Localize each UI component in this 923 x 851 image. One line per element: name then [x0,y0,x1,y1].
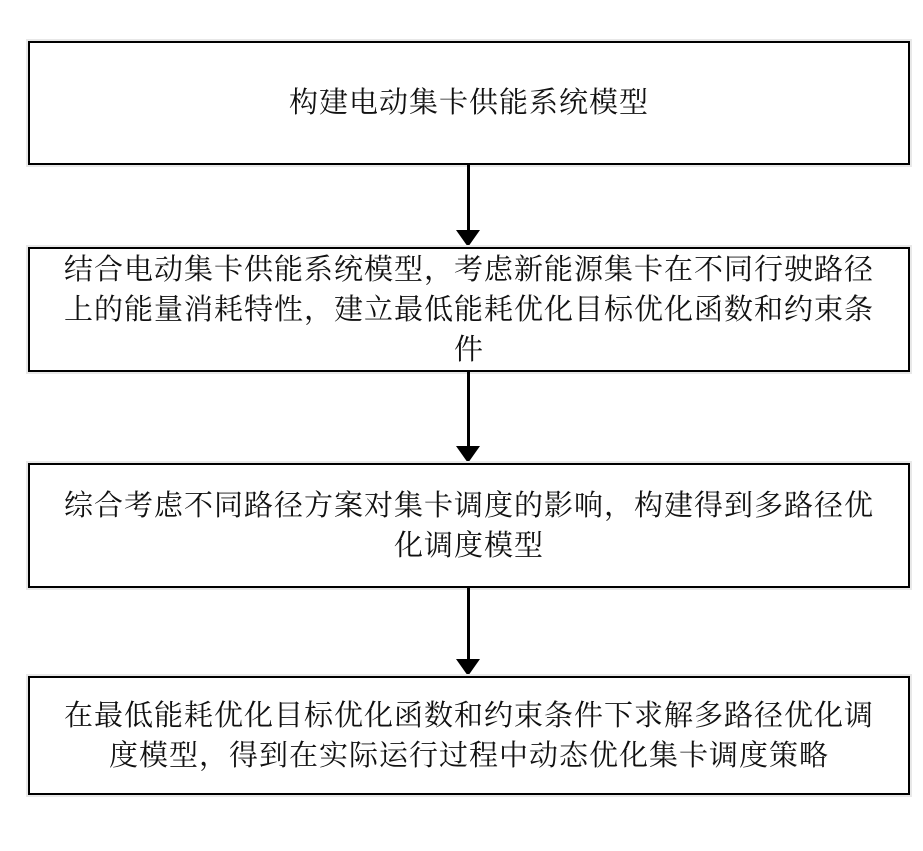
arrow-down-connector-1 [455,165,481,247]
arrow-down-icon [456,659,480,676]
arrow-line [467,165,470,233]
flowchart-step-3-label: 综合考虑不同路径方案对集卡调度的影响，构建得到多路径优化调度模型 [63,489,874,562]
arrow-line [467,588,470,662]
arrow-down-connector-3 [455,588,481,676]
arrow-down-connector-2 [455,372,481,463]
flowchart-step-1 [28,41,910,165]
flowchart-step-4 [28,676,910,795]
arrow-down-icon [456,230,480,247]
flowchart-step-2 [28,247,910,372]
flowchart-step-3 [28,463,910,588]
flowchart-step-4-label: 在最低能耗优化目标优化函数和约束条件下求解多路径优化调度模型，得到在实际运行过程中动态优化集卡调度策略 [63,699,874,772]
arrow-down-icon [456,446,480,463]
flowchart-step-2-label: 结合电动集卡供能系统模型，考虑新能源集卡在不同行驶路径上的能量消耗特性，建立最低能耗优化目标优化函数和约束条件 [63,253,874,366]
flowchart-step-1-label: 构建电动集卡供能系统模型 [288,87,649,119]
arrow-line [467,372,470,449]
